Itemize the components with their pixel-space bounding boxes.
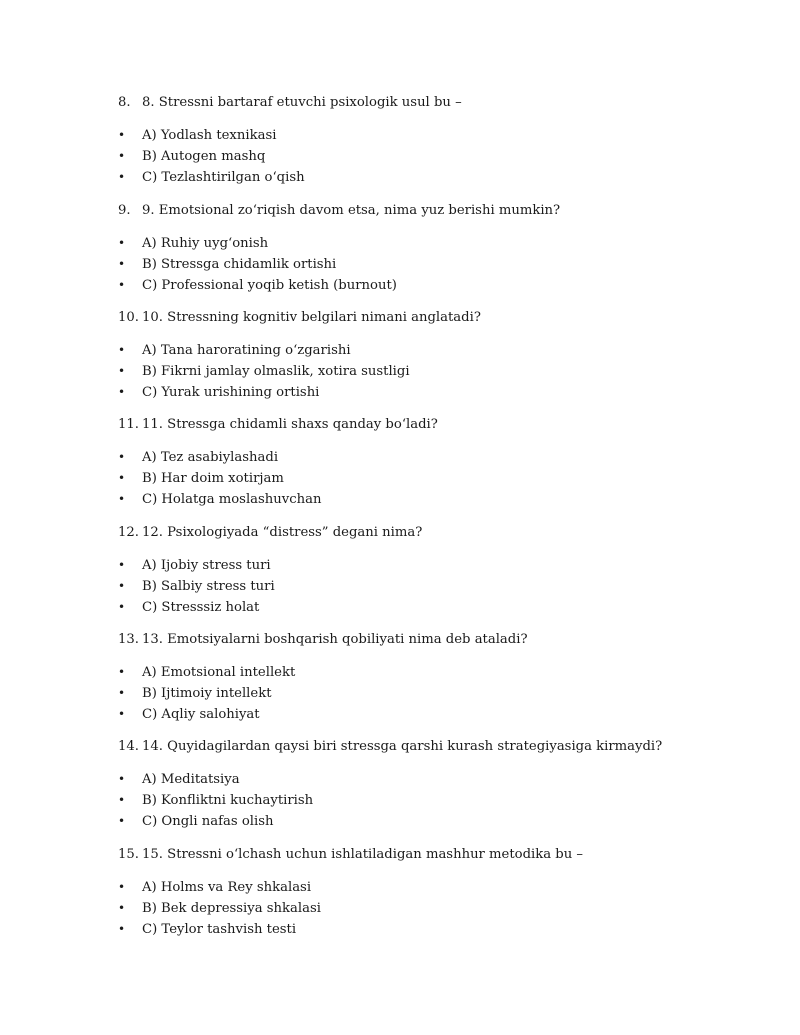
option-item [118,168,305,187]
option-text: B) Har doim xotirjam [142,471,284,486]
bullet-icon: • [118,128,126,142]
option-text: A) Tez asabiylashadi [142,450,279,465]
question-text: 10. Stressning kognitiv belgilari nimani anglatadi? [142,310,481,325]
option-text: C) Holatga moslashuvchan [142,492,322,507]
option-text: A) Emotsional intellekt [142,665,296,680]
question-11 [118,416,438,434]
question-text: 14. Quyidagilardan qaysi biri stressga qarshi kurash strategiyasiga kirmaydi? [142,739,663,754]
bullet-icon: • [118,922,126,936]
option-item [118,341,351,360]
question-15 [118,846,583,864]
option-item [118,490,321,509]
question-text: 9. Emotsional zo‘riqish davom etsa, nima yuz berishi mumkin? [142,203,561,218]
option-text: A) Holms va Rey shkalasi [142,880,312,895]
question-13 [118,631,528,649]
question-number: 15. [118,847,139,862]
bullet-icon: • [118,793,126,807]
question-text: 8. Stressni bartaraf etuvchi psixologik usul bu – [142,95,462,110]
option-text: A) Ijobiy stress turi [142,558,271,573]
option-text: C) Professional yoqib ketish (burnout) [142,278,397,293]
option-item [118,812,274,831]
bullet-icon: • [118,385,126,399]
option-item [118,448,278,467]
question-number: 12. [118,525,139,540]
option-text: A) Meditatsiya [142,772,240,787]
question-12 [118,524,422,542]
option-item [118,126,276,145]
option-item [118,255,336,274]
question-text: 12. Psixologiyada “distress” degani nima? [142,525,423,540]
bullet-icon: • [118,236,126,250]
option-text: C) Tezlashtirilgan o‘qish [142,170,305,185]
option-item [118,920,296,939]
option-text: C) Ongli nafas olish [142,814,274,829]
bullet-icon: • [118,492,126,506]
option-text: C) Aqliy salohiyat [142,707,260,722]
option-item [118,663,295,682]
option-item [118,234,268,253]
option-item [118,791,313,810]
question-number: 10. [118,310,139,325]
option-item [118,770,240,789]
option-item [118,684,272,703]
option-text: B) Autogen mashq [142,149,266,164]
option-item [118,705,260,724]
bullet-icon: • [118,278,126,292]
bullet-icon: • [118,686,126,700]
option-item [118,577,275,596]
bullet-icon: • [118,707,126,721]
option-text: C) Yurak urishining ortishi [142,385,320,400]
option-text: B) Konfliktni kuchaytirish [142,793,314,808]
option-item [118,899,321,918]
bullet-icon: • [118,772,126,786]
bullet-icon: • [118,450,126,464]
option-text: B) Salbiy stress turi [142,579,275,594]
question-8 [118,94,462,112]
option-text: A) Ruhiy uyg‘onish [142,236,269,251]
option-item [118,556,271,575]
option-item [118,362,410,381]
question-number: 13. [118,632,139,647]
question-10 [118,309,481,327]
option-text: B) Stressga chidamlik ortishi [142,257,337,272]
bullet-icon: • [118,558,126,572]
option-item [118,147,265,166]
bullet-icon: • [118,901,126,915]
bullet-icon: • [118,364,126,378]
option-text: B) Bek depressiya shkalasi [142,901,321,916]
question-text: 15. Stressni o‘lchash uchun ishlatiladigan mashhur metodika bu – [142,847,584,862]
bullet-icon: • [118,170,126,184]
option-item [118,878,311,897]
bullet-icon: • [118,471,126,485]
bullet-icon: • [118,600,126,614]
bullet-icon: • [118,343,126,357]
question-number: 14. [118,739,139,754]
option-item [118,276,397,295]
option-text: A) Yodlash texnikasi [142,128,277,143]
bullet-icon: • [118,814,126,828]
question-number: 8. [118,95,131,110]
bullet-icon: • [118,257,126,271]
question-text: 11. Stressga chidamli shaxs qanday bo‘ladi? [142,417,438,432]
question-14 [118,738,662,756]
question-9 [118,202,560,220]
option-text: B) Fikrni jamlay olmaslik, xotira sustligi [142,364,410,379]
option-text: C) Stresssiz holat [142,600,260,615]
question-number: 11. [118,417,139,432]
option-item [118,469,284,488]
option-text: B) Ijtimoiy intellekt [142,686,272,701]
question-text: 13. Emotsiyalarni boshqarish qobiliyati nima deb ataladi? [142,632,528,647]
option-text: C) Teylor tashvish testi [142,922,297,937]
option-item [118,598,259,617]
bullet-icon: • [118,579,126,593]
option-text: A) Tana haroratining o‘zgarishi [142,343,351,358]
bullet-icon: • [118,880,126,894]
option-item [118,383,319,402]
question-number: 9. [118,203,131,218]
bullet-icon: • [118,665,126,679]
bullet-icon: • [118,149,126,163]
